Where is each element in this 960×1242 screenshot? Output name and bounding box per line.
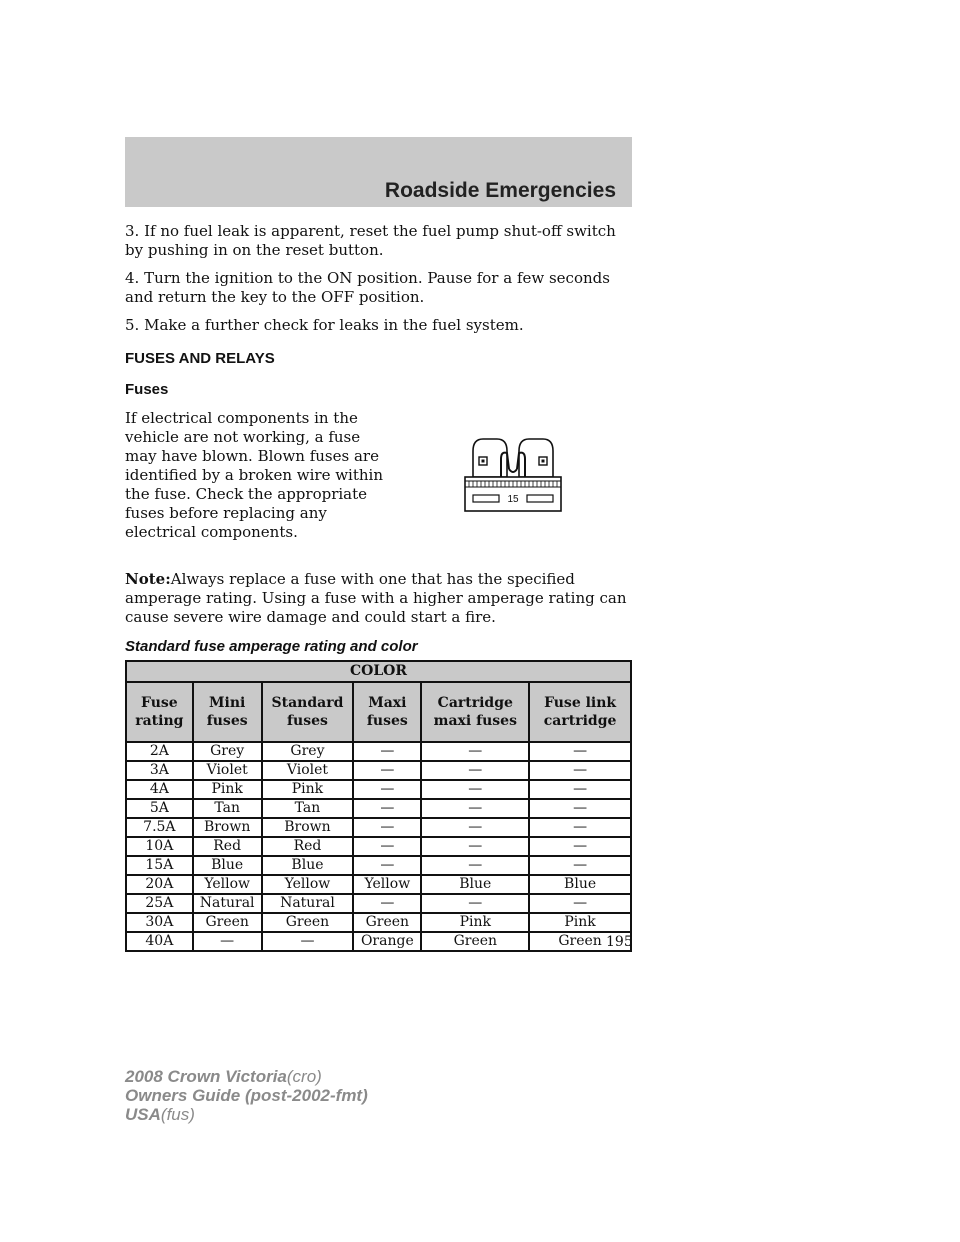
page-number: 195 — [606, 934, 633, 950]
table-cell: — — [529, 894, 631, 913]
fuse-intro-block — [125, 409, 635, 562]
table-cell: Pink — [529, 913, 631, 932]
column-header: Cartridge maxi fuses — [421, 682, 529, 742]
table-cell: Yellow — [353, 875, 421, 894]
table-cell: — — [421, 894, 529, 913]
section-heading: FUSES AND RELAYS — [125, 350, 275, 367]
table-cell: — — [529, 818, 631, 837]
table-cell: Tan — [193, 799, 262, 818]
table-cell: 40A — [126, 932, 193, 951]
table-cell: — — [421, 799, 529, 818]
table-cell: Yellow — [193, 875, 262, 894]
step-5: 5. Make a further check for leaks in the fuel system. — [125, 316, 524, 334]
column-header: Standard fuses — [262, 682, 354, 742]
table-cell: Green — [421, 932, 529, 951]
footer-market: USA — [125, 1105, 161, 1124]
table-cell: Pink — [262, 780, 354, 799]
color-group-header: COLOR — [126, 661, 631, 682]
footer — [125, 1067, 368, 1124]
table-cell: — — [421, 780, 529, 799]
column-header: Fuse rating — [126, 682, 193, 742]
table-cell: Red — [193, 837, 262, 856]
fuse-illustration-icon — [461, 429, 565, 517]
table-cell: 20A — [126, 875, 193, 894]
column-header: Maxi fuses — [353, 682, 421, 742]
page-section-title: Roadside Emergencies — [384, 179, 616, 202]
table-cell: 3A — [126, 761, 193, 780]
table-cell: Brown — [262, 818, 354, 837]
fuse-rating-label: 15 — [507, 494, 519, 505]
footer-line-2 — [125, 1086, 368, 1105]
table-cell: Orange — [353, 932, 421, 951]
table-cell: 5A — [126, 799, 193, 818]
table-cell: — — [529, 742, 631, 761]
table-cell: Violet — [193, 761, 262, 780]
table-cell: Grey — [193, 742, 262, 761]
column-header: Mini fuses — [193, 682, 262, 742]
footer-market-code: (fus) — [160, 1105, 195, 1124]
table-row — [126, 837, 631, 856]
fuse-color-table — [125, 660, 632, 952]
table-cell: — — [353, 818, 421, 837]
table-cell: — — [353, 799, 421, 818]
footer-line-3 — [125, 1105, 368, 1124]
page-content — [125, 222, 635, 952]
table-cell: Yellow — [262, 875, 354, 894]
table-cell: 10A — [126, 837, 193, 856]
table-row — [126, 742, 631, 761]
table-cell: — — [193, 932, 262, 951]
table-row — [126, 799, 631, 818]
table-row — [126, 761, 631, 780]
table-cell: Green — [353, 913, 421, 932]
table-cell: — — [353, 761, 421, 780]
table-cell: Green — [529, 932, 631, 951]
table-cell: Grey — [262, 742, 354, 761]
table-cell: — — [421, 761, 529, 780]
table-row — [126, 894, 631, 913]
table-cell: — — [529, 780, 631, 799]
table-cell: — — [421, 742, 529, 761]
table-cell: — — [421, 856, 529, 875]
table-cell: Blue — [421, 875, 529, 894]
table-cell: 15A — [126, 856, 193, 875]
note-paragraph — [125, 570, 635, 627]
footer-line-1 — [125, 1067, 368, 1086]
table-cell: 7.5A — [126, 818, 193, 837]
table-cell: — — [353, 894, 421, 913]
table-row — [126, 875, 631, 894]
table-cell: Blue — [262, 856, 354, 875]
step-3: 3. If no fuel leak is apparent, reset the fuel pump shut-off switch by pushing in on the reset button. — [125, 222, 616, 259]
table-cell: Brown — [193, 818, 262, 837]
table-cell: — — [421, 837, 529, 856]
footer-model-code: (cro) — [286, 1067, 322, 1086]
table-row — [126, 932, 631, 951]
subsection-heading: Fuses — [125, 381, 169, 398]
table-row — [126, 818, 631, 837]
table-cell: — — [529, 856, 631, 875]
table-cell: Pink — [193, 780, 262, 799]
note-text: Always replace a fuse with one that has the specified amperage rating. Using a fuse with a higher amperage rating can cause severe wire damage and could start a fire. — [125, 570, 627, 626]
footer-guide: Owners Guide (post-2002-fmt) — [125, 1086, 368, 1105]
column-header: Fuse link cartridge — [529, 682, 631, 742]
table-cell: Tan — [262, 799, 354, 818]
table-cell: — — [353, 742, 421, 761]
table-cell: 30A — [126, 913, 193, 932]
table-cell: — — [529, 761, 631, 780]
table-cell: Natural — [193, 894, 262, 913]
table-cell: Green — [262, 913, 354, 932]
fuses-paragraph: If electrical components in the vehicle are not working, a fuse may have blown. Blown fuses are identified by a broken wire within the fuse. Check the appropriate fuses before replacing any electrical components. — [125, 409, 384, 541]
table-cell: 25A — [126, 894, 193, 913]
table-cell: Pink — [421, 913, 529, 932]
table-cell: — — [529, 837, 631, 856]
table-cell: 2A — [126, 742, 193, 761]
note-label: Note: — [125, 570, 171, 588]
table-cell: Blue — [529, 875, 631, 894]
table-cell: — — [262, 932, 354, 951]
table-cell: — — [421, 818, 529, 837]
table-caption: Standard fuse amperage rating and color — [125, 638, 418, 655]
table-cell: — — [353, 837, 421, 856]
table-cell: Green — [193, 913, 262, 932]
table-cell: Red — [262, 837, 354, 856]
table-cell: Violet — [262, 761, 354, 780]
footer-model: 2008 Crown Victoria — [125, 1067, 287, 1086]
table-row — [126, 913, 631, 932]
table-cell: 4A — [126, 780, 193, 799]
step-4: 4. Turn the ignition to the ON position. Pause for a few seconds and return the key to the OFF position. — [125, 269, 610, 306]
table-cell: — — [353, 856, 421, 875]
table-cell: — — [529, 799, 631, 818]
table-row — [126, 780, 631, 799]
table-cell: Blue — [193, 856, 262, 875]
table-row — [126, 856, 631, 875]
table-cell: Natural — [262, 894, 354, 913]
header-band — [125, 137, 632, 207]
table-cell: — — [353, 780, 421, 799]
